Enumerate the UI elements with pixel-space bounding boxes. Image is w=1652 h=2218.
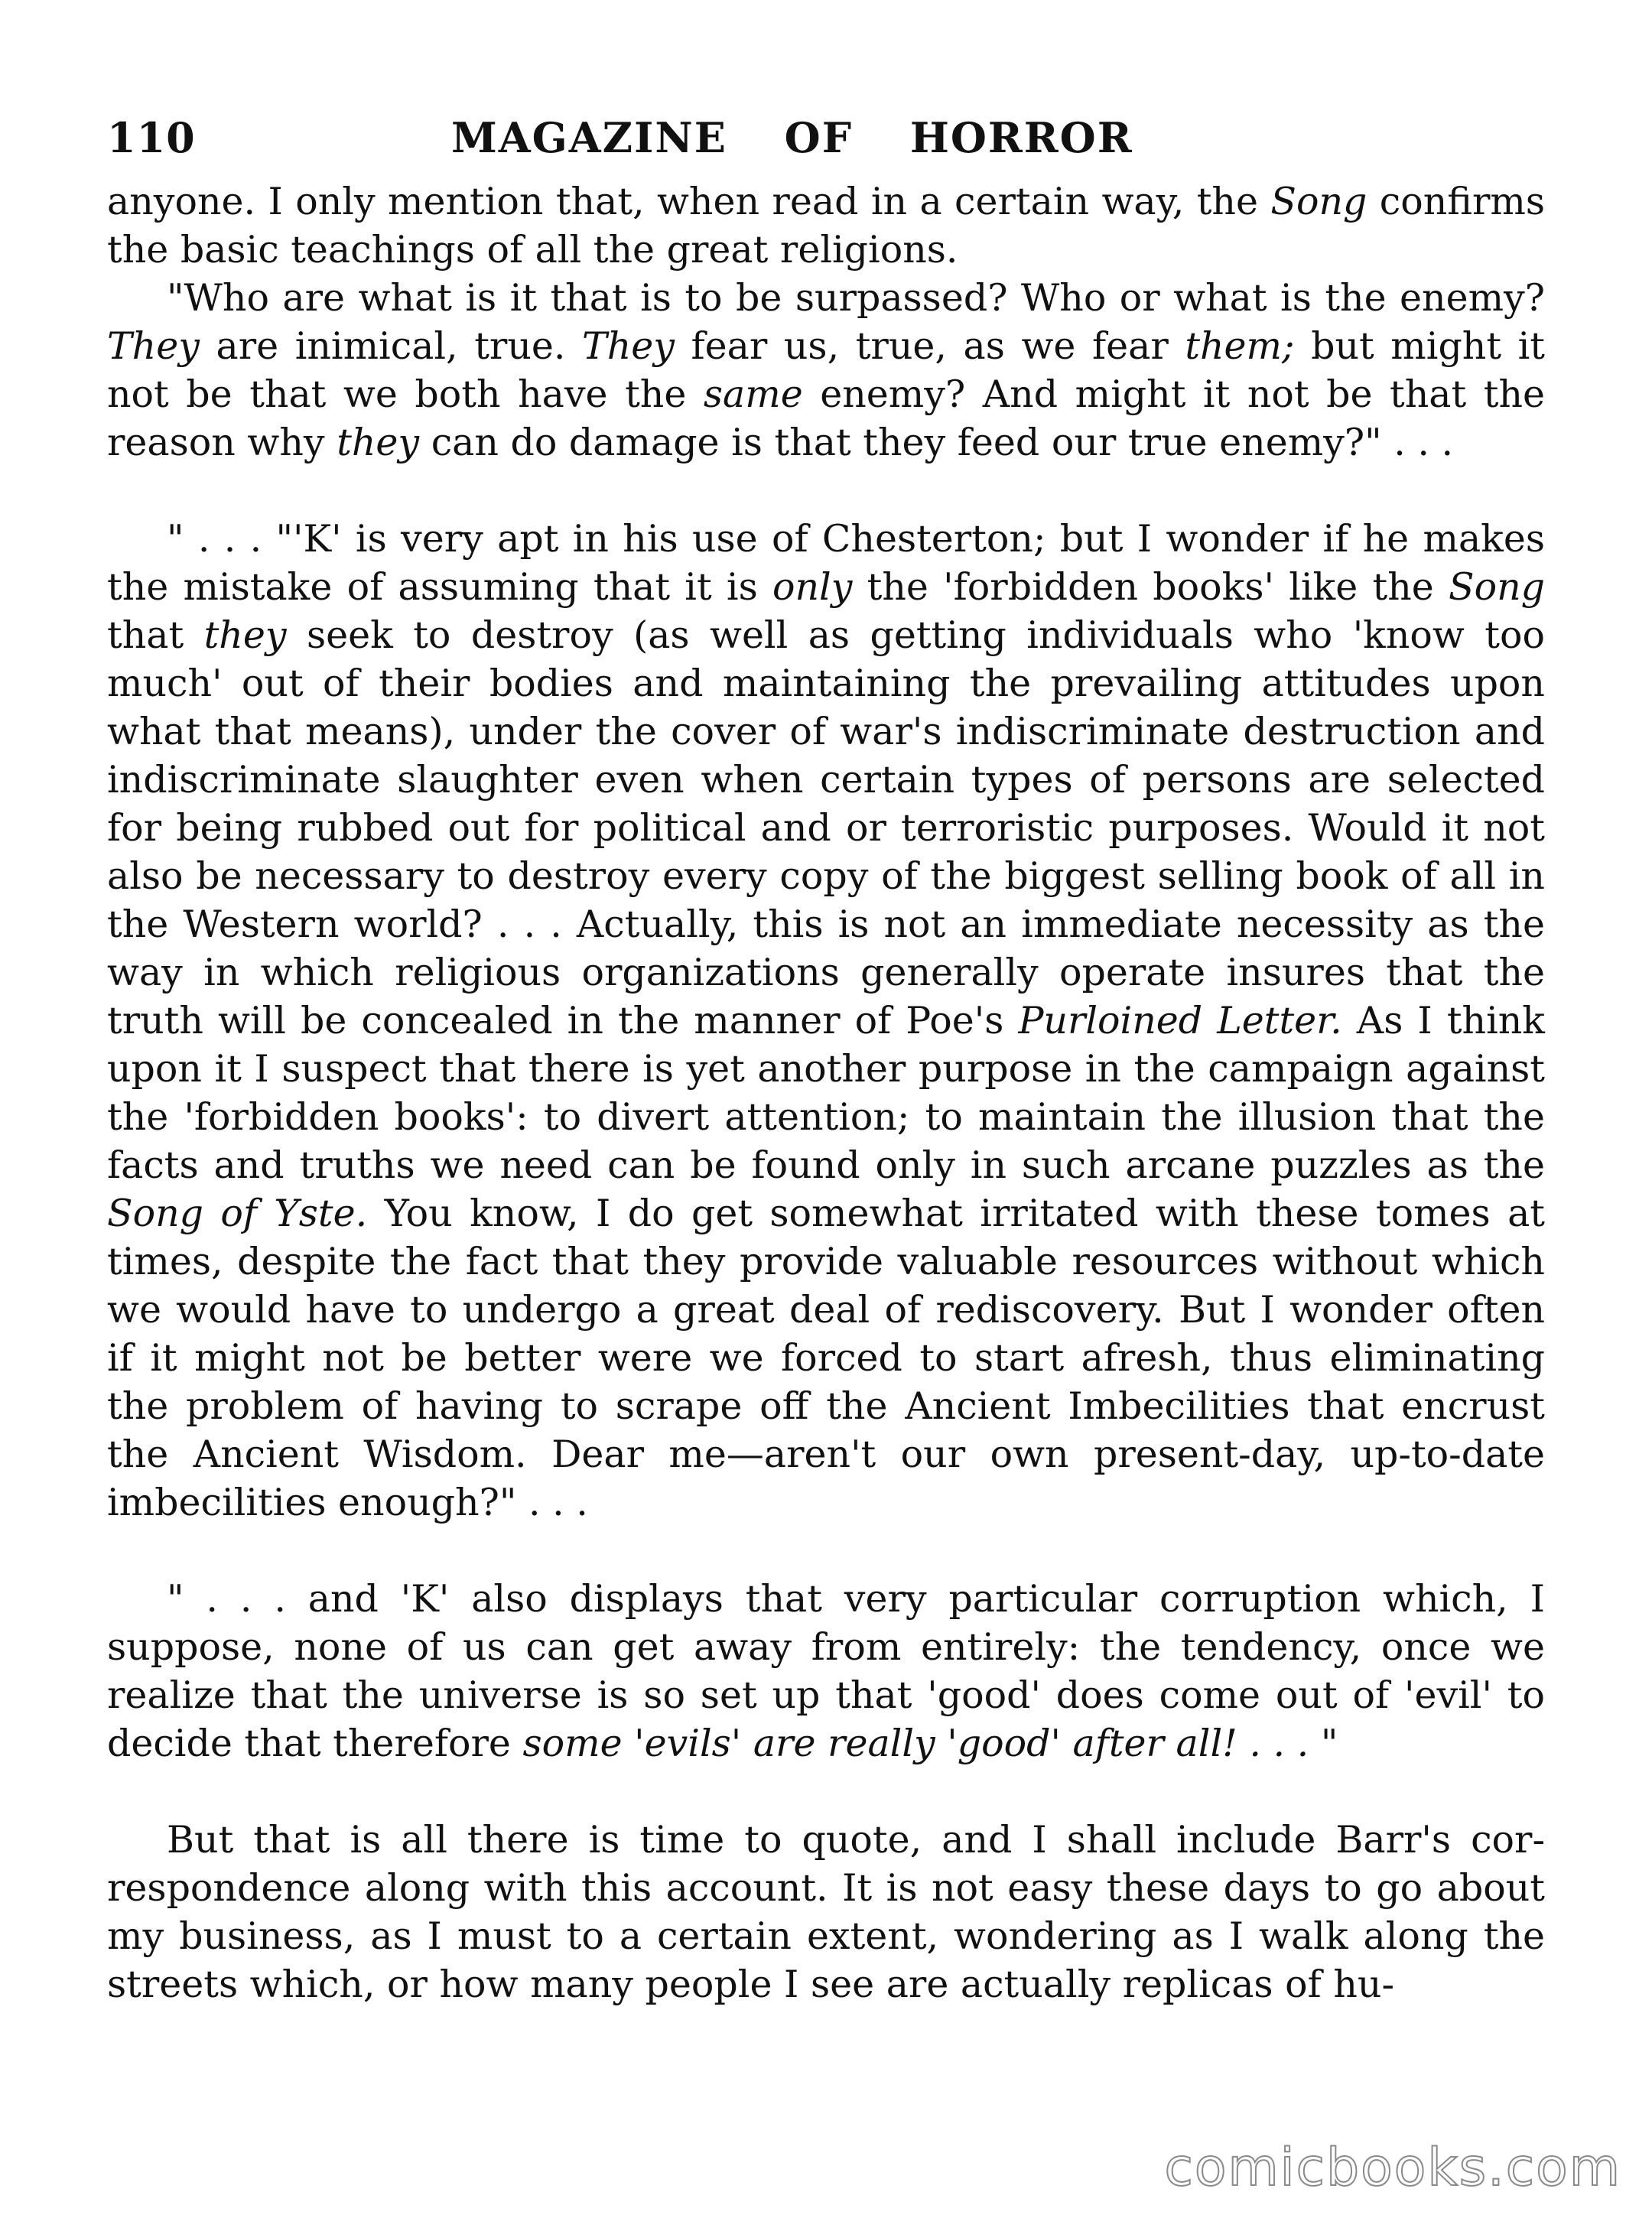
running-head: MAGAZINE OF HORROR [451,113,1133,162]
paragraph-4: " . . . and 'K' also displays that very particular corruption which, I suppose, none of us can get away from entirely: the tendency, once we realize that the universe is so set up that 'good' does come out of 'evil' to decide that therefore some 'evils' are really 'good' after all! . . . " [107,1577,1545,1765]
paragraph-1: anyone. I only mention that, when read in a certain way, the Song confirms the basic teachings of all the great religions. [107,180,1545,272]
page-number: 110 [107,113,196,162]
paragraph-2: "Who are what is it that is to be surpassed? Who or what is the enemy? They are inimical, true. They fear us, true, as we fear them; but might it not be that we both have the same enemy? And might it not be that the reason why they can do damage is that they feed our true enemy?" . . . [107,276,1546,464]
paragraph-3: " . . . "'K' is very apt in his use of Chesterton; but I wonder if he makes the mistake of assuming that it is only the 'forbidden books' like the Song that they seek to destroy (as well as getting individuals who 'know too much' out of their bodies and maintaining the prevailing attitudes upon what that means), under the cover of war's indiscriminate destruction and indiscriminate slaughter even when certain types of persons are selected for being rubbed out for political and or terroristic purposes. Would it not also be necessary to destroy every copy of the biggest selling book of all in the Western world? . . . Actually, this is not an immediate necessity as the way in which religious organizations generally operate insures that the truth will be concealed in the manner of Poe's Purloined Letter. As I think upon it I suspect that there is yet another purpose in the campaign against the 'forbidden books': to divert attention; to maintain the illusion that the facts and truths we need can be found only in such arcane puzzles as the Song of Yste. You know, I do get somewhat irritated with these tomes at times, despite the fact that they provide valuable resources without which we would have to undergo a great deal of rediscovery. But I wonder often if it might not be better were we forced to start afresh, thus eliminating the problem of having to scrape off the Ancient Imbecilities that encrust the Ancient Wisdom. Dear me—aren't our own present-day, up-to-date imbecilities enough?" . . . [107,517,1546,1524]
page-header [107,113,1545,167]
article-body [107,177,1545,2008]
paragraph-5: But that is all there is time to quote, and I shall include Barr's correspondence along with this account. It is not easy these days to go about my business, as I must to a certain extent, wondering as I walk along the streets which, or how many people I see are actually replicas of hu- [107,1818,1545,2006]
watermark-logo: comicbooks.com [1164,2138,1621,2198]
